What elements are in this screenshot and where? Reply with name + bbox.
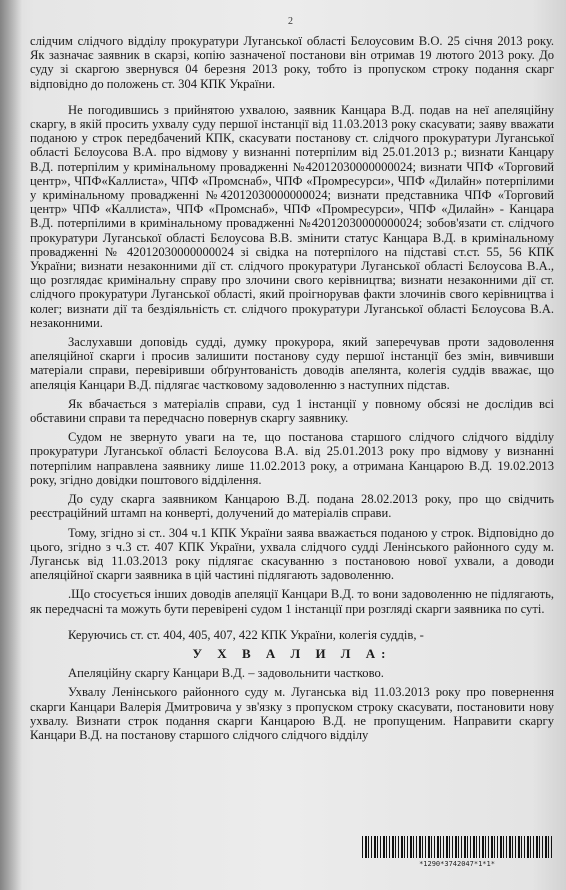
paragraph-conclusion: Тому, згідно зі ст.. 304 ч.1 КПК України заява вважається поданою у строк. Відповідно до цього, згідно з ч.3 ст. 407 КПК України, ухвала слідчого судді Ленінського районного суду м. Луганськ від 11.03.2013 року підлягає скасуванню з постановою нової ухвали, а доводи апеляційної скарги заявника в цій частині підлягають задоволенню.	[30, 525, 554, 583]
resolution-heading: У Х В А Л И Л А:	[192, 645, 392, 661]
page-number: 2	[288, 16, 293, 27]
paragraph-first-instance: Як вбачається з матеріалів справи, суд 1 інстанції у повному обсязі не дослідив всі обставини справи та передчасно повернув скаргу заявнику.	[30, 396, 554, 426]
paragraph-guided-by: Керуючись ст. ст. 404, 405, 407, 422 КПК України, колегія суддів, -	[68, 627, 424, 642]
paragraph-intro: слідчим слідчого відділу прокуратури Луганської області Бєлоусовим В.О. 25 січня 2013 року. Як зазначає заявник в скарзі, копію зазначеної постанови він отримав 19 лютого 2013 року. До суду зі скаргою звернувся 04 березня 2013 року, тобто із пропуском строку подання скарг відповідно до положень ст. 304 КПК України.	[30, 34, 554, 91]
resolution-item: Ухвалу Ленінського районного суду м. Луганська від 11.03.2013 року про повернення скарги Канцари Валерія Дмитровича у зв'язку з пропуском строку скасувати, постановити нову ухвалу. Визнати строк подання скарги Канцарою В.Д. не пропущеним. Направити скаргу Канцари В.Д. на постанову старшого слідчого слідчого відділу	[30, 685, 554, 742]
paragraph-filing: До суду скарга заявником Канцарою В.Д. подана 28.02.2013 року, про що свідчить реєстраційний штамп на конверті, долучений до матеріалів справи.	[30, 492, 554, 521]
paragraph-hearing: Заслухавши доповідь судді, думку прокурора, який заперечував проти задоволення апеляційної скарги і просив залишити постанову суду першої інстанції без змін, вивчивши матеріали справи, перевіривши обґрунтованість доводів апелянта, колегія суддів вважає, що апеляція Канцари В.Д. підлягає частковому задоволенню з наступних підстав.	[30, 335, 554, 392]
paragraph-other-arguments: .Що стосується інших доводів апеляції Канцари В.Д. то вони задоволенню не підлягають, як передчасні та можуть бути перевірені судом 1 інстанції при розгляді скарги заявника по суті.	[30, 587, 554, 616]
barcode	[362, 836, 552, 872]
page-shadow	[0, 0, 22, 890]
barcode-bars	[362, 836, 552, 858]
paragraph-dates: Судом не звернуто уваги на те, що постанова старшого слідчого слідчого відділу прокуратури Луганської області Бєлоусова В.А. від 25.01.2013 року про відмову у визнанні потерпілим направлена заявнику лише 11.02.2013 року, а отримана Канцарою В.Д. 19.02.2013 року, згідно довідки поштового відділення.	[30, 430, 554, 487]
paragraph-appeal-claims: Не погодившись з прийнятою ухвалою, заявник Канцара В.Д. подав на неї апеляційну скаргу, в якій просить ухвалу суду першої інстанції від 11.03.2013 року скасувати; заяву вважати поданою у строк передбачений КПК, скасувати постанову ст. слідчого прокуратури Луганської області Бєлоусова В.А. про відмову у визнанні потерпілим від 25.01.2013 р.; визнати Канцару В.Д. потерпілим у кримінальному провадженні №42012030000000024; визнати ЧПФ «Торговий центр», ЧПФ«Каллиста», ЧПФ «Промснаб», ЧПФ «Промресурси», ЧПФ «Дилайн» потерпілими у кримінальному провадженні №42012030000000024; визнати представника ЧПФ «Торговий центр» ЧПФ «Каллиста», ЧПФ «Промснаб», ЧПФ «Промресурси», ЧПФ «Дилайн» - Канцара В.Д. потерпілими в кримінальному провадженні №42012030000000024; зобов'язати ст. слідчого прокуратури Луганської області Бєлоусова В.В. змінити статус Канцара В.Д. в кримінальному провадженні № 42012030000000024 зі свідка на потерпілого на підставі ст.ст. 55, 56 КПК України; визнати незаконними дії ст. слідчого прокуратури Луганської області Бєлоусова В.А., що розглядає кримінальну справу про злочини свого керівництва; визнати незаконними дії ст. слідчого прокуратури Луганської області, який проігнорував факти злочинів свого керівництва і колег; визнати дії та бездіяльність ст. слідчого прокуратури Луганської області Бєлоусова В.А. незаконними.	[30, 102, 554, 330]
document-body	[30, 34, 554, 747]
barcode-number: *1290*3742047*1*1*	[419, 860, 495, 868]
resolution-item: Апеляційну скаргу Канцари В.Д. – задовольнити частково.	[68, 666, 384, 681]
